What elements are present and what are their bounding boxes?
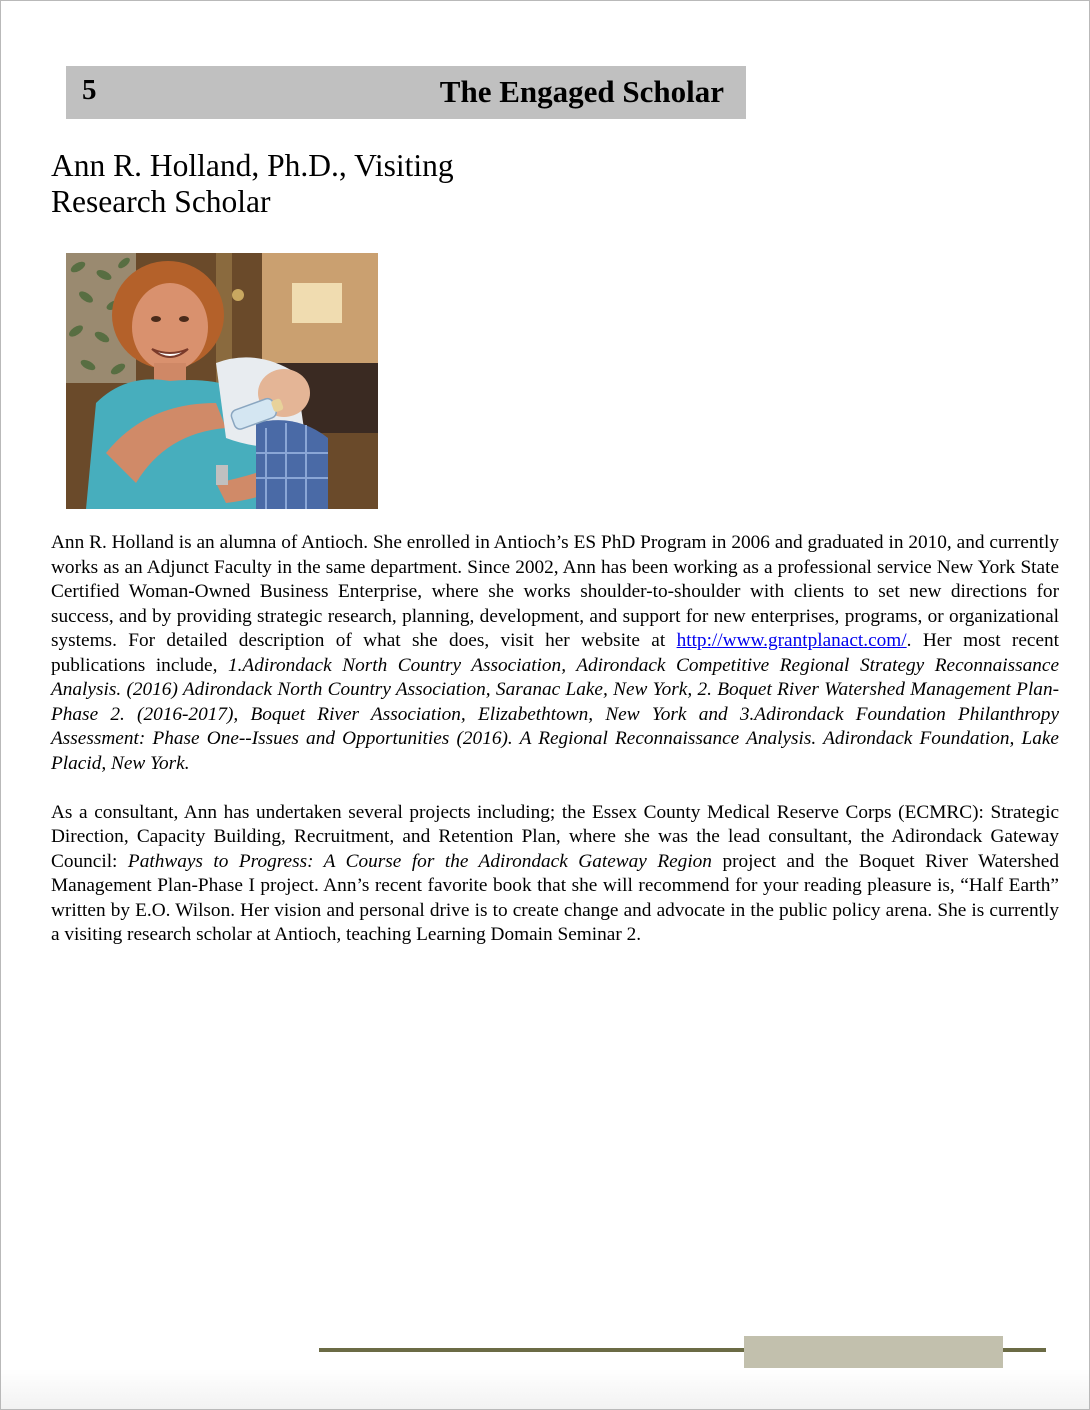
page-number: 5: [82, 74, 97, 106]
paragraph-2-text-a: As a consultant, Ann has undertaken several projects including; the Essex County Medical Reserve Corps (ECMRC): Strategic Direction, Capacity Building, Recruitment, and Retention Plan, where she was the lead consultant, the Adirondack Gateway Council:: [51, 801, 1059, 872]
project-title: Pathways to Progress: A Course for the Adirondack Gateway Region: [127, 850, 712, 872]
left-eye: [151, 316, 161, 322]
photo-illustration: [66, 253, 378, 509]
paragraph-biography: [51, 531, 1059, 776]
page-bottom-shade: [1, 1369, 1089, 1409]
paragraph-1-text-a: Ann R. Holland is an alumna of Antioch. She enrolled in Antioch’s ES PhD Program in 2006 and graduated in 2010, and currently works as an Adjunct Faculty in the same department. Since 2002, Ann has been working as a professional service New York State Certified Woman-Owned Business Enterprise, where she works shoulder-to-shoulder with clients to set new directions for success, and by providing strategic research, planning, development, and support for new enterprises, programs, or organizational systems. For detailed description of what she does, visit her website at: [51, 532, 1059, 651]
footer-box: [744, 1336, 1003, 1368]
paragraph-consulting: [51, 801, 1059, 948]
paragraph-1-text-b: . Her most recent publications include: [51, 630, 1060, 676]
journal-title: The Engaged Scholar: [439, 74, 724, 109]
publications-list: , 1.Adirondack North Country Association, Adirondack Competitive Regional Strategy Reconnaissance Analysis. (2016) Adirondack North Country Association, Saranac Lake, New York, 2. Boquet River Watershed Management Plan-Phase 2. (2016-2017), Boquet River Association, Elizabethtown, New York and 3.Adirondack Foundation Philanthropy Assessment: Phase One--Issues and Opportunities (2016). A Regional Reconnaissance Analysis. Adirondack Foundation, Lake Placid, New York.: [51, 654, 1060, 774]
right-eye: [179, 316, 189, 322]
article-title: Ann R. Holland, Ph.D., Visiting Research Scholar: [51, 148, 454, 219]
room-window: [292, 283, 342, 323]
bracelet: [216, 465, 228, 485]
article-body: [51, 531, 1059, 948]
website-link[interactable]: http://www.grantplanact.com/: [676, 630, 907, 651]
portrait-photo: [66, 253, 378, 509]
header-bar: [66, 66, 746, 119]
paragraph-2-text-b: project and the Boquet River Watershed Management Plan-Phase I project. Ann’s recent favorite book that she will recommend for your reading pleasure is, “Half Earth” written by E.O. Wilson. Her vision and personal drive is to create change and advocate in the public policy arena. She is currently a visiting research scholar at Antioch, teaching Learning Domain Seminar 2.: [51, 850, 1059, 945]
door-knob: [232, 289, 244, 301]
